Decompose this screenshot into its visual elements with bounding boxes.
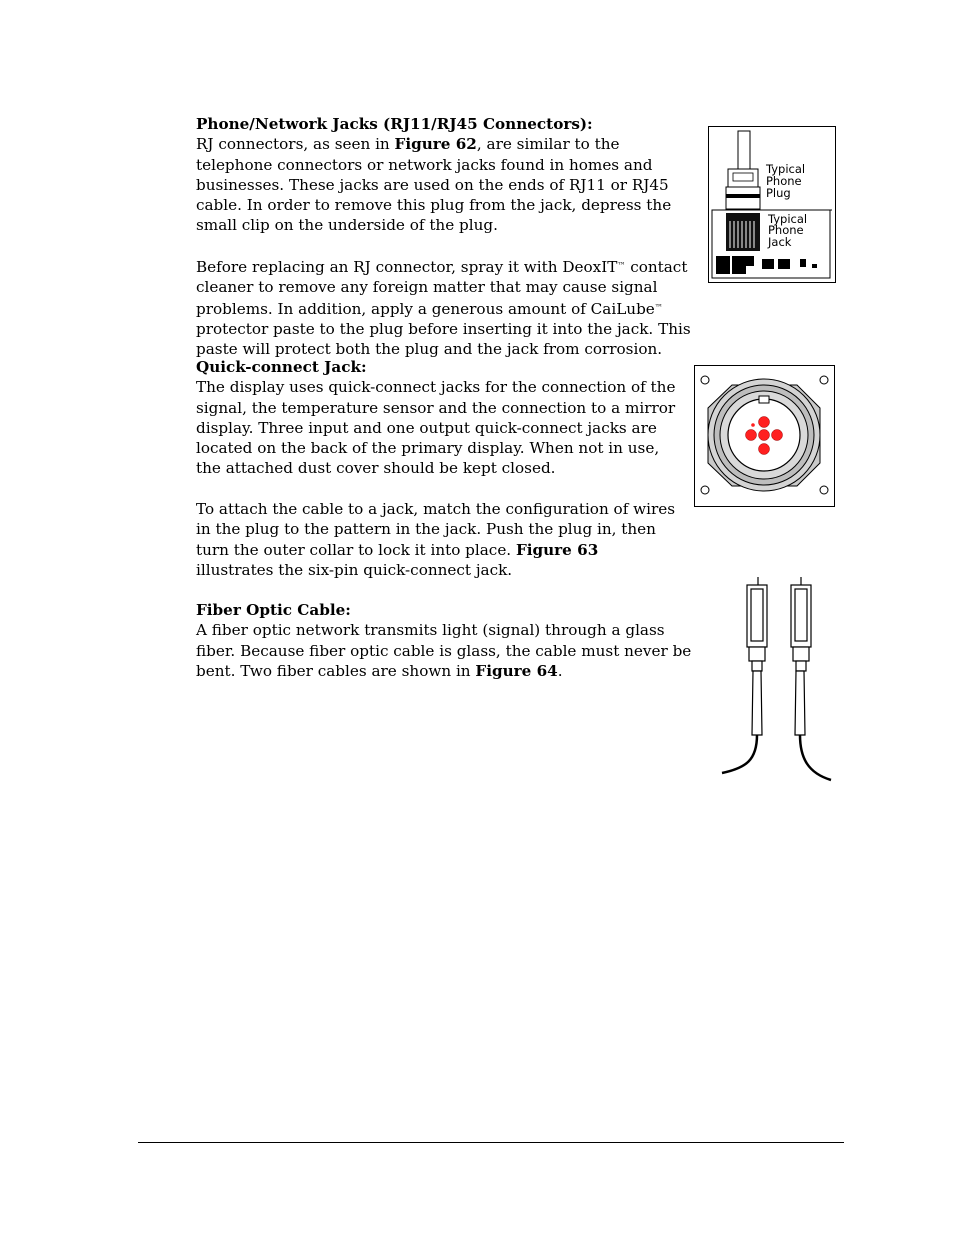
plug-cable-shape: [738, 131, 750, 169]
pin-small: [751, 423, 755, 427]
pin-center: [759, 430, 770, 441]
figure-63-quick-connect-image: [694, 365, 835, 507]
left-fiber-cable-shape: [722, 735, 757, 773]
fiber-paragraph-1: [196, 620, 701, 681]
pin-right: [772, 430, 783, 441]
rj-p1-text-b: , are similar to the telephone connectors or network jacks found in homes and businesses. These jacks are used on the ends of RJ11 or RJ45 cable. In order to remove this plug from the jack, depress the small clip on the underside of the plug.: [196, 135, 672, 235]
plug-label-line-2: Phone: [766, 174, 802, 188]
quick-p2-text-a: To attach the cable to a jack, match the configuration of wires in the plug to the pattern in the jack. Push the plug in, then turn the outer collar to lock it into place.: [196, 500, 676, 559]
right-fiber-cable-shape: [800, 735, 831, 780]
fiber-p1-text-b: .: [557, 661, 563, 680]
quick-connect-heading: Quick-connect Jack:: [196, 358, 367, 376]
quick-p2-text-b: illustrates the six-pin quick-connect jack.: [196, 560, 513, 579]
figure-62-rj-connector-image: [708, 126, 836, 283]
rj-paragraph-1: [196, 134, 696, 235]
rj-p2-text-a: Before replacing an RJ connector, spray it with DeoxIT: [196, 258, 618, 277]
rj-p2-text-b: contact cleaner to remove any foreign matter that may cause signal problems. In addition, apply a generous amount of CaiLube: [196, 258, 688, 318]
figure-64-fiber-cable-image: [716, 575, 836, 785]
rj-p2-text-c: protector paste to the plug before inserting it into the jack. This paste will protect both the plug and the jack from corrosion.: [196, 319, 691, 359]
quick-connect-paragraph-1: The display uses quick-connect jacks for the connection of the signal, the temperature sensor and the connection to a mirror display. Three input and one output quick-connect jacks are located on the back of the primary display. When not in use, the attached dust cover should be kept closed.: [196, 378, 676, 478]
plug-label-line-1: Typical: [766, 162, 806, 176]
jack-housing-shape: [726, 213, 760, 251]
trademark-cailube: ™: [654, 302, 663, 312]
quick-connect-section: [196, 357, 678, 580]
fiber-p1-text-a: A fiber optic network transmits light (signal) through a glass fiber. Because fiber optic cable is glass, the cable must never be bent. Two fiber cables are shown in: [196, 621, 692, 680]
plug-label-line-3: Plug: [766, 186, 791, 200]
jack-label-line-2: Phone: [768, 223, 804, 237]
fiber-heading: Fiber Optic Cable:: [196, 601, 351, 619]
rj-paragraph-2: [196, 256, 696, 359]
pin-bottom: [759, 444, 770, 455]
pin-top: [759, 417, 770, 428]
footer-rule: [138, 1142, 844, 1143]
fiber-section: [196, 600, 701, 681]
figure-63-ref: Figure 63: [515, 540, 599, 559]
trademark-deoxit: ™: [617, 261, 626, 271]
figure-64-ref: Figure 64: [475, 661, 558, 680]
pin-left: [746, 430, 757, 441]
rj-p1-text-a: RJ connectors, as seen in: [196, 135, 395, 154]
rj-heading: Phone/Network Jacks (RJ11/RJ45 Connectors):: [196, 115, 593, 133]
jack-label-line-1: Typical: [768, 212, 808, 226]
rj-section: [196, 114, 696, 360]
jack-label-line-3: Jack: [768, 235, 792, 249]
quick-connect-paragraph-2: [196, 499, 678, 580]
figure-62-ref: Figure 62: [394, 135, 477, 154]
